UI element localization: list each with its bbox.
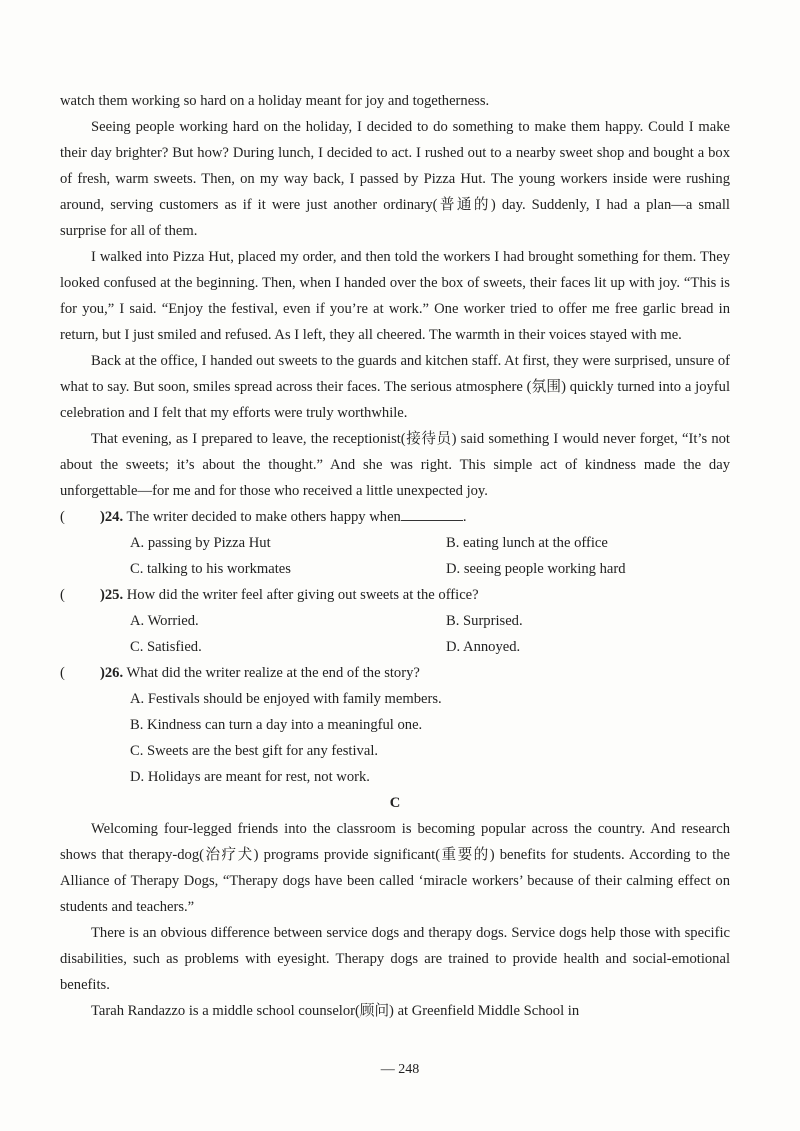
option-c: C. Sweets are the best gift for any festival. xyxy=(130,743,379,759)
option-c: C. Satisfied. xyxy=(130,639,202,655)
options-26 xyxy=(60,686,730,790)
question-end: . xyxy=(462,509,467,525)
paragraph: Back at the office, I handed out sweets to the guards and kitchen staff. At first, they were surprised, unsure of what to say. But soon, smiles spread across their faces. The serious atmosphere (氛围) quickly turned into a joyful celebration and I felt that my efforts were truly worthwhile. xyxy=(60,353,730,421)
option-b: B. Kindness can turn a day into a meaningful one. xyxy=(130,717,423,733)
page-number: — 248 xyxy=(380,1062,420,1077)
option-d: D. seeing people working hard xyxy=(446,561,626,577)
question-number: )25. xyxy=(100,587,124,603)
question-26 xyxy=(60,660,730,686)
options-25 xyxy=(60,608,730,660)
question-number: )26. xyxy=(100,665,124,681)
paragraph: There is an obvious difference between service dogs and therapy dogs. Service dogs help those with specific disabilities, such as problems with eyesight. Therapy dogs are trained to provide health and social-emotional benefits. xyxy=(60,925,730,993)
question-stem: The writer decided to make others happy when xyxy=(123,509,401,525)
options-24 xyxy=(60,530,730,582)
question-24 xyxy=(60,504,730,530)
answer-blank xyxy=(401,506,463,521)
paragraph: watch them working so hard on a holiday meant for joy and togetherness. xyxy=(60,93,490,109)
option-a: A. Festivals should be enjoyed with family members. xyxy=(130,691,442,707)
question-number: )24. xyxy=(100,509,124,525)
question-stem: How did the writer feel after giving out sweets at the office? xyxy=(123,587,479,603)
option-d: D. Annoyed. xyxy=(446,639,521,655)
answer-paren: ( xyxy=(60,587,65,603)
paragraph: Tarah Randazzo is a middle school counselor(顾问) at Greenfield Middle School in xyxy=(91,1003,580,1019)
option-a: A. Worried. xyxy=(130,613,199,629)
option-b: B. eating lunch at the office xyxy=(446,535,608,551)
paragraph: That evening, as I prepared to leave, the receptionist(接待员) said something I would never forget, “It’s not about the sweets; it’s about the thought.” And she was right. This simple act of kindness made the day unforgettable—for me and for those who received a little unexpected joy. xyxy=(60,431,730,499)
question-stem: What did the writer realize at the end of the story? xyxy=(123,665,420,681)
option-a: A. passing by Pizza Hut xyxy=(130,535,271,551)
paragraph: Welcoming four-legged friends into the classroom is becoming popular across the country. And research shows that therapy-dog(治疗犬) programs provide significant(重要的) benefits for students. According to the Alliance of Therapy Dogs, “Therapy dogs have been called ‘miracle workers’ because of their calming effect on students and teachers.” xyxy=(60,821,730,915)
section-heading: C xyxy=(389,795,401,811)
text-body xyxy=(60,88,730,1024)
paragraph: I walked into Pizza Hut, placed my order, and then told the workers I had brought something for them. They looked confused at the beginning. Then, when I handed over the box of sweets, their faces lit up with joy. “This is for you,” I said. “Enjoy the festival, even if you’re at work.” One worker tried to offer me free garlic bread in return, but I just smiled and refused. As I left, they all cheered. The warmth in their voices stayed with me. xyxy=(60,249,730,343)
answer-paren: ( xyxy=(60,509,65,525)
option-d: D. Holidays are meant for rest, not work. xyxy=(130,769,370,785)
paragraph: Seeing people working hard on the holiday, I decided to do something to make them happy. Could I make their day brighter? But how? During lunch, I decided to act. I rushed out to a nearby sweet shop and bought a box of fresh, warm sweets. Then, on my way back, I passed by Pizza Hut. The young workers inside were rushing around, serving customers as if it were just another ordinary(普通的) day. Suddenly, I had a plan—a small surprise for all of them. xyxy=(60,119,730,239)
option-c: C. talking to his workmates xyxy=(130,561,291,577)
option-b: B. Surprised. xyxy=(446,613,523,629)
answer-paren: ( xyxy=(60,665,65,681)
question-25 xyxy=(60,582,730,608)
